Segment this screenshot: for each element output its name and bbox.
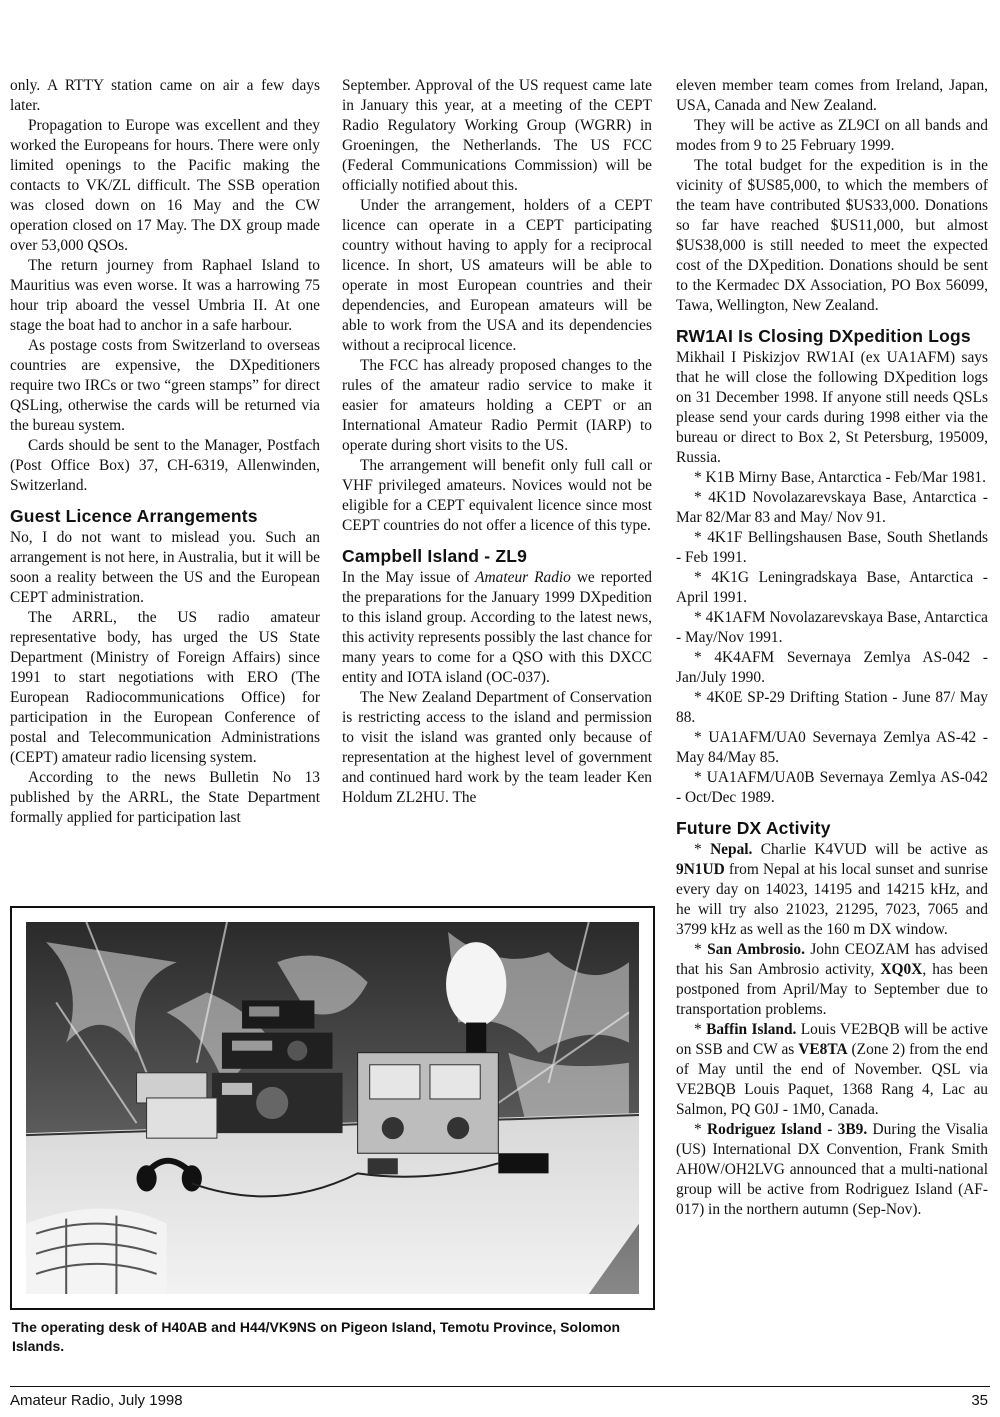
log-item: * 4K1F Bellingshausen Base, South Shetlands - Feb 1991. <box>676 529 988 566</box>
section-heading-campbell-island: Campbell Island - ZL9 <box>342 546 528 566</box>
item-title: Rodriguez Island - 3B9. <box>707 1121 868 1138</box>
text-run: Charlie K4VUD will be active as <box>752 841 989 858</box>
callsign: VE8TA <box>798 1041 848 1058</box>
paragraph: The return journey from Raphael Island to Mauritius was even worse. It was a harrowing 75 hour trip aboard the vessel Umbria II. At one stage the boat had to anchor in a safe harbour. <box>10 257 320 334</box>
paragraph: The New Zealand Department of Conservation is restricting access to the island and permission to visit the island was granted only because of representation at the highest level of government and continued hard work by the team leader Ken Holdum ZL2HU. The <box>342 689 652 806</box>
dx-item-san-ambrosio <box>676 940 988 1020</box>
text-run: we reported the preparations for the January 1999 DXpedition to this island group. According to the latest news, this activity represents possibly the last chance for many years to come for a QSO with this DXCC entity and IOTA island (OC-037). <box>342 569 652 686</box>
paragraph: The ARRL, the US radio amateur representative body, has urged the US State Department (Ministry of Foreign Affairs) since 1991 to start negotiations with ERO (The European Radiocommunications Office) for participation in the European Conference of postal and Telecommunication Administrations (CEPT) amateur radio licensing system. <box>10 609 320 766</box>
paragraph: As postage costs from Switzerland to overseas countries are expensive, the DXpeditioners require two IRCs or two “green stamps” for direct QSLing, otherwise the cards will be returned via the bureau system. <box>10 337 320 434</box>
photo-frame <box>10 906 655 1310</box>
paragraph: eleven member team comes from Ireland, Japan, USA, Canada and New Zealand. <box>676 77 988 114</box>
section-heading-rw1ai: RW1AI Is Closing DXpedition Logs <box>676 326 971 346</box>
paragraph: Cards should be sent to the Manager, Postfach (Post Office Box) 37, CH-6319, Allenwinden, Switzerland. <box>10 437 320 494</box>
log-item: * 4K1G Leningradskaya Base, Antarctica - April 1991. <box>676 569 988 606</box>
callsign: XQ0X <box>880 961 923 978</box>
paragraph: The arrangement will benefit only full call or VHF privileged amateurs. Novices would not be eligible for a CEPT equivalent licence since most CEPT countries do not offer a licence of this type. <box>342 457 652 534</box>
dx-item-rodriguez <box>676 1120 988 1220</box>
paragraph: They will be active as ZL9CI on all bands and modes from 9 to 25 February 1999. <box>676 117 988 154</box>
magazine-title: Amateur Radio <box>475 569 571 586</box>
dx-item-nepal <box>676 840 988 940</box>
item-title: Baffin Island. <box>706 1021 797 1038</box>
paragraph: No, I do not want to mislead you. Such an arrangement is not here, in Australia, but it will be soon a reality between the US and the European CEPT administration. <box>10 529 320 606</box>
bullet-star: * <box>694 1121 708 1138</box>
text-run: In the May issue of <box>342 569 476 586</box>
text-run: (Zone 2) from the end of May until the end of November. QSL via VE2BQB Louis Paquet, 1368 Rang 4, Lac au Salmon, PQ G0J - 1M0, Canada. <box>676 1041 988 1118</box>
column-2 <box>342 76 652 808</box>
paragraph: Under the arrangement, holders of a CEPT licence can operate in a CEPT participating country without having to apply for a reciprocal licence. In short, US amateurs will be able to operate in most European countries and their dependencies, and European amateurs will be able to work from the USA and its dependencies without a reciprocal licence. <box>342 197 652 354</box>
log-item: * 4K4AFM Severnaya Zemlya AS-042 - Jan/July 1990. <box>676 649 988 686</box>
paragraph: The FCC has already proposed changes to the rules of the amateur radio service to make it easier for amateurs holding a CEPT or an International Amateur Radio Permit (IARP) to operate during short visits to the US. <box>342 357 652 454</box>
operating-desk-photo <box>26 922 639 1294</box>
log-item: * 4K1D Novolazarevskaya Base, Antarctica - Mar 82/Mar 83 and May/ Nov 91. <box>676 489 988 526</box>
log-item: * K1B Mirny Base, Antarctica - Feb/Mar 1981. <box>694 469 986 486</box>
page-number: 35 <box>971 1392 988 1409</box>
paragraph: only. A RTTY station came on air a few days later. <box>10 77 320 114</box>
footer-divider <box>10 1386 990 1387</box>
section-heading-future-dx: Future DX Activity <box>676 818 831 838</box>
text-run: During the Visalia (US) International DX Convention, Frank Smith AH0W/OH2LVG announced that a multi-national group will be active from Rodriguez Island (AF-017) in the northern autumn (Sep-Nov). <box>676 1121 988 1218</box>
log-item: * UA1AFM/UA0B Severnaya Zemlya AS-042 - Oct/Dec 1989. <box>676 769 988 806</box>
text-run: John CEOZAM has advised that his San Ambrosio activity, <box>676 941 988 978</box>
column-3 <box>676 76 988 1220</box>
photo-caption: The operating desk of H40AB and H44/VK9NS on Pigeon Island, Temotu Province, Solomon Islands. <box>12 1319 621 1354</box>
column-1 <box>10 76 320 828</box>
log-item: * 4K1AFM Novolazarevskaya Base, Antarctica - May/Nov 1991. <box>676 609 988 646</box>
paragraph <box>342 568 652 688</box>
bullet-star: * <box>694 841 711 858</box>
log-item: * UA1AFM/UA0 Severnaya Zemlya AS-42 - May 84/May 85. <box>676 729 988 766</box>
item-title: San Ambrosio. <box>707 941 805 958</box>
paragraph: Mikhail I Piskizjov RW1AI (ex UA1AFM) says that he will close the following DXpedition logs on 31 December 1998. If anyone still needs QSLs please send your cards during 1998 either via the bureau or direct to Box 2, St Petersburg, 195009, Russia. <box>676 349 988 466</box>
callsign: 9N1UD <box>676 861 725 878</box>
paragraph: Propagation to Europe was excellent and they worked the Europeans for hours. There were only limited openings to the Pacific making the contacts to VK/ZL difficult. The SSB operation was closed down on 16 May and the CW operation closed on 17 May. The DX group made over 53,000 QSOs. <box>10 117 320 254</box>
paragraph: According to the news Bulletin No 13 published by the ARRL, the State Department formally applied for participation last <box>10 769 320 826</box>
bullet-star: * <box>694 1021 707 1038</box>
dx-item-baffin <box>676 1020 988 1120</box>
text-run: , has been postponed from April/May to September due to transportation problems. <box>676 961 988 1018</box>
text-run: Louis VE2BQB will be active on SSB and CW as <box>676 1021 989 1058</box>
paragraph: The total budget for the expedition is in the vicinity of $US85,000, to which the members of the team have contributed $US33,000. Donations so far have reached $US11,000, but almost $US38,000 is still needed to meet the expected cost of the DXpedition. Donations should be sent to the Kermadec DX Association, PO Box 56099, Tawa, Wellington, New Zealand. <box>676 157 988 314</box>
bullet-star: * <box>694 941 708 958</box>
item-title: Nepal. <box>710 841 753 858</box>
section-heading-guest-licence: Guest Licence Arrangements <box>10 506 258 526</box>
log-list <box>676 468 988 808</box>
log-item: * 4K0E SP-29 Drifting Station - June 87/ May 88. <box>676 689 988 726</box>
footer-publication: Amateur Radio, July 1998 <box>10 1392 183 1409</box>
text-run: from Nepal at his local sunset and sunrise every day on 14023, 14195 and 14215 kHz, and he will try also 21023, 21295, 7023, 7065 and 3799 kHz as well as the 160 m DX window. <box>676 861 988 938</box>
paragraph: September. Approval of the US request came late in January this year, at a meeting of the CEPT Radio Regulatory Working Group (WGRR) in Groeningen, the Netherlands. The US FCC (Federal Communications Commission) will be officially notified about this. <box>342 77 652 194</box>
